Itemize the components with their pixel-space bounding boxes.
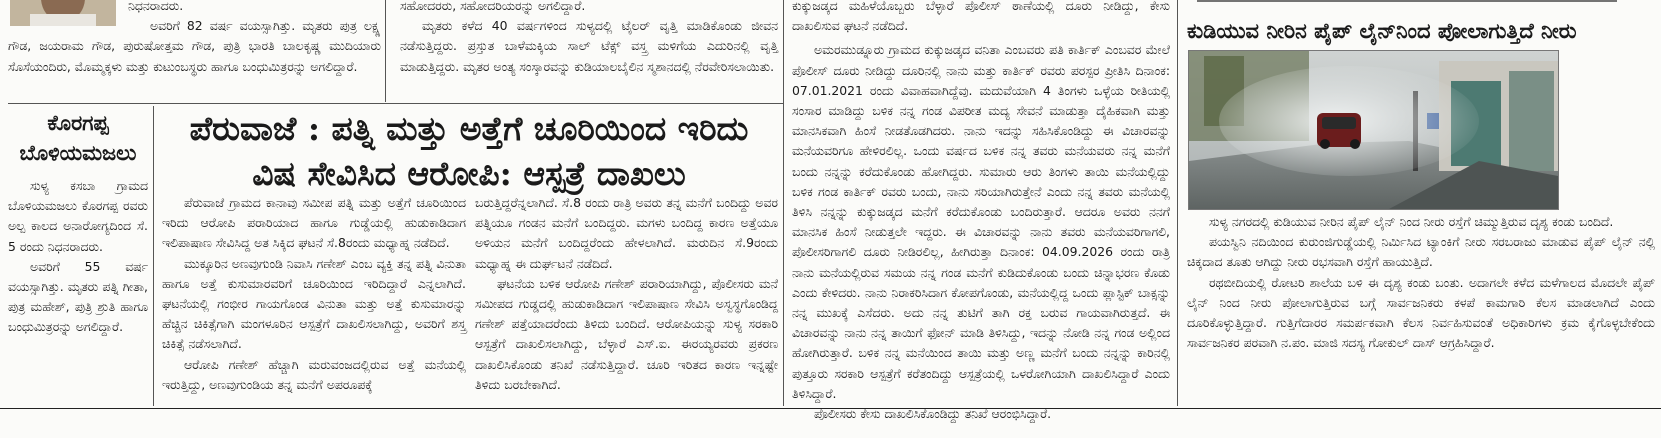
water-story-body — [1187, 212, 1655, 406]
leaking-pipe-photo — [1188, 50, 1559, 210]
water-story-p2: ರಥಬೀದಿಯಲ್ಲಿ ರೋಟರಿ ಶಾಲೆಯ ಬಳಿ ಈ ದೃಶ್ಯ ಕಂಡು ಬಂತು. ಅದಾಗಲೇ ಕಳೆದ ಮಳೆಗಾಲದ ಮೊದಲೇ ಪೈಪ್ ಲೈನ್ ನಿಂದ ನೀರು ಪೋಲಾಗುತ್ತಿರುವ ಬಗ್ಗೆ ಸಾರ್ವಜನಿಕರು ಕಳಪೆ ಕಾಮಗಾರಿ ಕೆಲಸ ಮಾಡಲಾಗಿದೆ ಎಂದು ದೂರಿಕೊಳ್ಳುತ್ತಿದ್ದಾರೆ. ಗುತ್ತಿಗೆದಾರರ ಸಮರ್ಪಕವಾಗಿ ಕೆಲಸ ನಿರ್ವಹಿಸುವಂತೆ ಅಧಿಕಾರಿಗಳು ಕ್ರಮ ಕೈಗೊಳ್ಳಬೇಕೆಂದು ಸಾರ್ವಜನಿಕರ ಪರವಾಗಿ ನ.ಪಂ. ಮಾಜಿ ಸದಸ್ಯ ಗೋಕುಲ್ ದಾಸ್ ಆಗ್ರಹಿಸಿದ್ದಾರೆ. — [1187, 274, 1655, 351]
main-story-left-p3: ಆರೋಪಿ ಗಣೇಶ್ ಹೆಚ್ಚಾಗಿ ಮರುವಂಜದಲ್ಲಿರುವ ಅತ್ತೆ ಮನೆಯಲ್ಲಿ ಇರುತ್ತಿದ್ದು, ಅಣವುಗುಂಡಿಯ ತನ್ನ ಮನೆಗೆ ಅಪರೂಪಕ್ಕೆ — [162, 356, 466, 392]
water-story-p1: ಪಯಸ್ವಿನಿ ನದಿಯಿಂದ ಕುರುಂಜಿಗುಡ್ಡೆಯಲ್ಲಿ ನಿರ್ಮಿಸಿದ ಟ್ಯಾಂಕಿಗೆ ನೀರು ಸರಬರಾಜು ಮಾಡುವ ಪೈಪ್ ಲೈನ್ ನಲ್ಲಿ ಚಿಕ್ಕದಾದ ತೂತು ಆಗಿದ್ದು ನೀರು ರಭಸವಾಗಿ ರಸ್ತೆಗೆ ಹಾಯುತ್ತಿದೆ. — [1187, 234, 1655, 270]
complaint-story — [792, 0, 1170, 422]
water-story-headline — [1187, 0, 1657, 48]
photo-caption: ಸುಳ್ಯ ನಗರದಲ್ಲಿ ಕುಡಿಯುವ ನೀರಿನ ಪೈಪ್ ಲೈನ್ ನಿಂದ ನೀರು ರಸ್ತೆಗೆ ಚಿಮ್ಮುತ್ತಿರುವ ದೃಶ್ಯ ಕಂಡು ಬಂದಿದೆ. — [1209, 214, 1614, 229]
obituary-koragappa — [8, 108, 148, 406]
complaint-story-p2: ಅಮರಮುಡ್ನೂರು ಗ್ರಾಮದ ಕುಕ್ಕುಜಡ್ಕದ ವನಿತಾ ಎಂಬವರು ಪತಿ ಕಾರ್ತಿಕ್ ಎಂಬವರ ಮೇಲೆ ಪೊಲೀಸ್ ದೂರು ನೀಡಿದ್ದು ದೂರಿನಲ್ಲಿ ನಾನು ಮತ್ತು ಕಾರ್ತಿಕ್ ರವರು ಪರಸ್ಪರ ಪ್ರೀತಿಸಿ ದಿನಾಂಕ: 07.01.2021 ರಂದು ವಿವಾಹವಾಗಿದ್ದೆವು. ಮದುವೆಯಾಗಿ 4 ತಿಂಗಳು ಒಳ್ಳೆಯ ರೀತಿಯಲ್ಲಿ ಸಂಸಾರ ಮಾಡಿದ್ದು ಬಳಿಕ ನನ್ನ ಗಂಡ ವಿಪರೀತ ಮದ್ಯ ಸೇವನೆ ಮಾಡುತ್ತಾ ದೈಹಿಕವಾಗಿ ಮತ್ತು ಮಾನಸಿಕವಾಗಿ ಹಿಂಸೆ ನೀಡತೊಡಗಿದರು. ನಾನು ಇದನ್ನು ಸಹಿಸಿಕೊಂಡಿದ್ದು ಈ ವಿಚಾರವನ್ನು ಮನೆಯವರಿಗೂ ಹೇಳಿರಲಿಲ್ಲ. ಒಂದು ವರ್ಷದ ಬಳಿಕ ನನ್ನ ತವರು ಮನೆಯವರು ನನ್ನ ಮನೆಗೆ ಬಂದು ನನ್ನನ್ನು ಕರೆದುಕೊಂಡು ಹೋಗಿದ್ದರು. ಸುಮಾರು ಆರು ತಿಂಗಳು ತಾಯಿ ಮನೆಯಲ್ಲಿದ್ದು ಬಳಿಕ ಗಂಡ ಕಾರ್ತಿಕ್ ರವರು ಬಂದು, ನಾನು ಸರಿಯಾಗಿರುತ್ತೇನೆ ಎಂದು ನನ್ನ ತವರು ಮನೆಯಲ್ಲಿ ತಿಳಿಸಿ ನನ್ನನ್ನು ಕುಕ್ಕುಜಡ್ಕದ ಮನೆಗೆ ಕರೆದುಕೊಂಡು ಬಂದಿರುತ್ತಾರೆ. ಆದರೂ ಅವರು ನನಗೆ ಮಾನಸಿಕ ಹಿಂಸೆ ನೀಡುತ್ತಲೇ ಇದ್ದರು. ಈ ವಿಚಾರವನ್ನು ನಾನು ತವರು ಮನೆಯವರಿಗಾಗಲಿ, ಪೊಲೀಸರಿಗಾಗಲಿ ದೂರು ನೀಡಿರಲಿಲ್ಲ, ಹೀಗಿರುತ್ತಾ ದಿನಾಂಕ: 04.09.2026 ರಂದು ರಾತ್ರಿ ನಾನು ಮನೆಯಲ್ಲಿರುವ ಸಮಯ ನನ್ನ ಗಂಡ ಮನೆಗೆ ಕುಡಿದುಕೊಂಡು ಬಂದು ಚಿನ್ನಾಭರಣ ಕೊಡು ಎಂದು ಕೇಳಿದರು. ನಾನು ನಿರಾಕರಿಸಿದಾಗ ಕೋಪಗೊಂಡು, ಮನೆಯಲ್ಲಿದ್ದ ಒಂದು ಪ್ಲಾಸ್ಟಿಕ್ ಬಾಕ್ಸನ್ನು ನನ್ನ ಮುಖಕ್ಕೆ ಎಸೆದರು. ಅದು ನನ್ನ ತುಟಿಗೆ ತಾಗಿ ರಕ್ತ ಬರುವ ಗಾಯವಾಗಿರುತ್ತದೆ. ಈ ವಿಚಾರವನ್ನು ನಾನು ನನ್ನ ತಾಯಿಗೆ ಫೋನ್ ಮಾಡಿ ತಿಳಿಸಿದ್ದು, ಇದನ್ನು ನೋಡಿ ನನ್ನ ಗಂಡ ಅಲ್ಲಿಂದ ಹೋಗಿರುತ್ತಾರೆ. ಬಳಿಕ ನನ್ನ ಮನೆಯಿಂದ ತಾಯಿ ಮತ್ತು ಅಣ್ಣ ಮನೆಗೆ ಬಂದು ನನ್ನನ್ನು ಕಾರಿನಲ್ಲಿ ಪುತ್ತೂರು ಸರಕಾರಿ ಆಸ್ಪತ್ರೆಗೆ ಕರೆತಂದಿದ್ದು ಆಸ್ಪತ್ರೆಯಲ್ಲಿ ಒಳರೋಗಿಯಾಗಿ ದಾಖಲಿಸಿದ್ದಾರೆ ಎಂದು ತಿಳಿಸಿದ್ದಾರೆ. — [792, 42, 1170, 401]
main-story-right-p1: ಬರುತ್ತಿದ್ದರೆನ್ನಲಾಗಿದೆ. ಸೆ.8 ರಂದು ರಾತ್ರಿ ಅವರು ತನ್ನ ಮನೆಗೆ ಬಂದಿದ್ದು ಅವರ ಪತ್ನಿಯೂ ಗಂಡನ ಮನೆಗೆ ಬಂದಿದ್ದರು. ಮಗಳು ಬಂದಿದ್ದ ಕಾರಣ ಅತ್ತೆಯೂ ಅಳಿಯನ ಮನೆಗೆ ಬಂದಿದ್ದರೆಂದು ಹೇಳಲಾಗಿದೆ. ಮರುದಿನ ಸೆ.9ರಂದು ಮಧ್ಯಾಹ್ನ ಈ ದುರ್ಘಟನೆ ನಡೆದಿದೆ. — [475, 195, 778, 271]
water-story-headline-text: ಕುಡಿಯುವ ನೀರಿನ ಪೈಪ್ ಲೈನ್‌ನಿಂದ ಪೋಲಾಗುತ್ತಿದೆ ನೀರು — [1187, 19, 1577, 43]
obituary-tailor-p2: ಮೃತರು ಕಳೆದ 40 ವರ್ಷಗಳಿಂದ ಸುಳ್ಯದಲ್ಲಿ ಟೈಲರ್ ವೃತ್ತಿ ಮಾಡಿಕೊಂಡು ಜೀವನ ನಡೆಸುತ್ತಿದ್ದರು. ಪ್ರಸ್ತುತ ಬಾಳೆಮಕ್ಕಿಯ ಸಾಲ್ ಟೆಕ್ಸ್ ವಸ್ತ್ರ ಮಳಿಗೆಯ ಎದುರಿನಲ್ಲಿ ವೃತ್ತಿ ಮಾಡುತ್ತಿದ್ದರು. ಮೃತರ ಅಂತ್ಯ ಸಂಸ್ಕಾರವನ್ನು ಕುಡಿಯಾಲಬೈಲಿನ ಸ್ಮಶಾನದಲ್ಲಿ ನೆರವೇರಿಸಲಾಯಿತು. — [400, 18, 778, 74]
column-rule — [153, 106, 154, 406]
main-story-left-p1: ಪೆರುವಾಜೆ ಗ್ರಾಮದ ಕಾನಾವು ಸಮೀಪ ಪತ್ನಿ ಮತ್ತು ಅತ್ತೆಗೆ ಚೂರಿಯಿಂದ ಇರಿದು ಆರೋಪಿ ಪರಾರಿಯಾದ ಹಾಗೂ ಗುಡ್ಡೆಯಲ್ಲಿ ಹುಡುಕಾಡಿದಾಗ ಇಲಿಪಾಷಾಣ ಸೇವಿಸಿದ್ದ ಅತ ಸಿಕ್ಕಿದ ಘಟನೆ ಸೆ.8ರಂದು ಮಧ್ಯಾಹ್ನ ನಡೆದಿದೆ. — [162, 195, 466, 251]
obituary-koragappa-p2: ಅವರಿಗೆ 55 ವರ್ಷ ವಯಸ್ಸಾಗಿತ್ತು. ಮೃತರು ಪತ್ನಿ ಗೀತಾ, ಪುತ್ರ ಮಹೇಶ್, ಪುತ್ರಿ ಶ್ರುತಿ ಹಾಗೂ ಬಂಧುಮಿತ್ರರನ್ನು ಅಗಲಿದ್ದಾರೆ. — [8, 258, 148, 335]
main-story-left-column — [162, 193, 466, 406]
obituary-top-line: ನಿಧನರಾದರು. — [128, 0, 184, 13]
main-story-right-column — [475, 193, 778, 406]
headline-line1: ಪೆರುವಾಜೆ : ಪತ್ನಿ ಮತ್ತು ಅತ್ತೆಗೆ ಚೂರಿಯಿಂದ ಇರಿದು — [189, 109, 749, 148]
obituary-tailor-p1: ಸಹೋದರರು, ಸಹೋದರಿಯರನ್ನು ಅಗಲಿದ್ದಾರೆ. — [400, 0, 586, 13]
obituary-top-text — [8, 0, 381, 100]
column-rule — [783, 0, 784, 406]
obituary-tailor-text — [400, 0, 778, 100]
complaint-story-p1: ಕುಕ್ಕುಜಡ್ಕದ ಮಹಿಳೆಯೊಬ್ಬರು ಬೆಳ್ಳಾರೆ ಪೊಲೀಸ್ ಠಾಣೆಯಲ್ಲಿ ದೂರು ನೀಡಿದ್ದು, ಕೇಸು ದಾಖಲಿಸುವ ಘಟನೆ ನಡೆದಿದೆ. — [792, 0, 1170, 34]
column-rule — [1177, 0, 1178, 406]
obituary-top-paragraph: ಅವರಿಗೆ 82 ವರ್ಷ ವಯಸ್ಸಾಗಿತ್ತು. ಮೃತರು ಪುತ್ರ ಲಕ್ಷ್ಣ ಗೌಡ, ಜಯರಾಮ ಗೌಡ, ಪುರುಷೋತ್ತಮ ಗೌಡ, ಪುತ್ರಿ ಭಾರತಿ ಬಾಲಕೃಷ್ಣ ಮುದಿಯಾರು ಸೊಸೆಯಂದಿರು, ಮೊಮ್ಮಕ್ಕಳು ಮತ್ತು ಕುಟುಂಬಸ್ಥರು ಹಾಗೂ ಬಂಧುಮಿತ್ರರನ್ನು ಅಗಲಿದ್ದಾರೆ. — [8, 18, 381, 74]
headline-line2: ವಿಷ ಸೇವಿಸಿದ ಆರೋಪಿ: ಆಸ್ಪತ್ರೆ ದಾಖಲು — [252, 154, 686, 193]
section-rule — [8, 103, 783, 104]
column-rule — [385, 0, 386, 102]
obituary-heading-line1: ಕೊರಗಪ್ಪ — [47, 111, 109, 135]
obituary-heading-line2: ಬೊಳಿಯಮಜಲು — [19, 141, 137, 165]
main-story-right-p2: ಘಟನೆಯ ಬಳಿಕ ಆರೋಪಿ ಗಣೇಶ್ ಪರಾರಿಯಾಗಿದ್ದು, ಪೊಲೀಸರು ಮನೆ ಸಮೀಪದ ಗುಡ್ಡದಲ್ಲಿ ಹುಡುಕಾಡಿದಾಗ ಇಲಿಪಾಷಾಣ ಸೇವಿಸಿ ಅಸ್ವಸ್ಥಗೊಂಡಿದ್ದ ಗಣೇಶ್ ಪತ್ತೆಯಾದರೆಂದು ತಿಳಿದು ಬಂದಿದೆ. ಆರೋಪಿಯನ್ನು ಸುಳ್ಯ ಸರಕಾರಿ ಆಸ್ಪತ್ರೆಗೆ ದಾಖಲಿಸಲಾಗಿದ್ದು, ಬೆಳ್ಳಾರೆ ಎಸ್.ಐ. ಈರಯ್ಯರವರು ಪ್ರಕರಣ ದಾಖಲಿಸಿಕೊಂಡು ತನಿಖೆ ನಡೆಸುತ್ತಿದ್ದಾರೆ. ಚೂರಿ ಇರಿತದ ಕಾರಣ ಇನ್ನಷ್ಟೇ ತಿಳಿದು ಬರಬೇಕಾಗಿದೆ. — [475, 275, 778, 392]
main-story-left-p2: ಮುಕ್ಕೂರಿನ ಅಣವುಗುಂಡಿ ನಿವಾಸಿ ಗಣೇಶ್ ಎಂಬ ವ್ಯಕ್ತಿ ತನ್ನ ಪತ್ನಿ ವಿನುತಾ ಹಾಗೂ ಅತ್ತೆ ಕುಸುಮಾರವರಿಗೆ ಚೂರಿಯಿಂದ ಇರಿದಿದ್ದಾರೆ ಎನ್ನಲಾಗಿದೆ. ಘಟನೆಯಲ್ಲಿ ಗಂಭೀರ ಗಾಯಗೊಂಡ ವಿನುತಾ ಮತ್ತು ಅತ್ತೆ ಕುಸುಮಾರನ್ನು ಹೆಚ್ಚಿನ ಚಿಕಿತ್ಸೆಗಾಗಿ ಮಂಗಳೂರಿನ ಆಸ್ಪತ್ರೆಗೆ ದಾಖಲಿಸಲಾಗಿದ್ದು, ಅವರಿಗೆ ಶಸ್ತ್ರ ಚಿಕಿತ್ಸೆ ನಡೆಸಲಾಗಿದೆ. — [162, 255, 466, 352]
obituary-koragappa-p1: ಸುಳ್ಯ ಕಸಬಾ ಗ್ರಾಮದ ಬೊಳಿಯಮಜಲು ಕೊರಗಪ್ಪ ರವರು ಅಲ್ಪ ಕಾಲದ ಅನಾರೋಗ್ಯದಿಂದ ಸೆ. 5 ರಂದು ನಿಧನರಾದರು. — [8, 178, 148, 254]
complaint-story-p3: ಪೊಲೀಸರು ಕೇಸು ದಾಖಲಿಸಿಕೊಂಡಿದ್ದು ತನಿಖೆ ಆರಂಭಿಸಿದ್ದಾರೆ. — [814, 406, 1052, 422]
main-story-headline — [158, 106, 780, 192]
